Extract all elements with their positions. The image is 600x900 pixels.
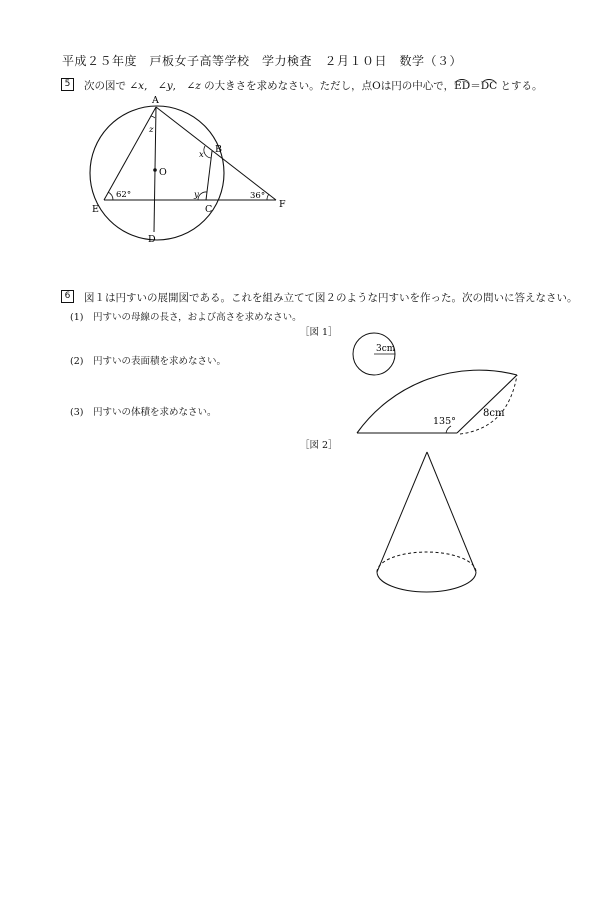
figure-1-label: ［図 1］ <box>300 327 338 338</box>
cone-left-side <box>377 452 427 572</box>
point-f-label: F <box>279 199 286 210</box>
angle-x-figure-label: x <box>199 150 204 160</box>
angle-y-figure-label: y <box>194 190 199 200</box>
question-6-intro: 図１は円すいの展開図である。これを組み立てて図２のような円すいを作った。次の問いに答えなさい。 <box>84 292 578 304</box>
question-6-sub-2: (2) 円すいの表面積を求めなさい。 <box>70 356 226 367</box>
figure-2-label: ［図 2］ <box>300 440 338 451</box>
slant-length-value: 8cm <box>483 408 505 419</box>
angle-x-label: ∠x <box>129 80 145 92</box>
sector-angle-value: 135° <box>433 416 456 427</box>
q5-text-part: とする。 <box>497 80 543 92</box>
cone-right-side <box>427 452 476 572</box>
angle-e-value: 62° <box>116 190 132 200</box>
arc-ed: ED <box>454 80 471 92</box>
point-o-label: O <box>159 167 167 178</box>
arc-dc: DC <box>480 80 498 92</box>
point-e-label: E <box>92 204 99 215</box>
q5-text-part: の大きさを求めなさい。ただし，点Oは円の中心で， <box>200 80 455 92</box>
q5-text-part: , <box>172 80 187 92</box>
angle-f-value: 36° <box>250 191 266 201</box>
angle-y-label: ∠y <box>157 80 173 92</box>
angle-z-figure-label: z <box>149 125 154 135</box>
question-6-sub-1: (1) 円すいの母線の長さ，および高さを求めなさい。 <box>70 312 302 323</box>
equals-sign: ＝ <box>470 80 481 92</box>
point-b-label: B <box>215 144 222 155</box>
question-number-6: 6 <box>61 290 74 303</box>
q5-text-part: 次の図で <box>84 80 130 92</box>
q5-text-part: , <box>144 80 158 92</box>
page-header: 平成２５年度 戸板女子高等学校 学力検査 ２月１０日 数学（３） <box>62 54 463 68</box>
point-a-label: A <box>152 95 159 106</box>
point-c-label: C <box>205 204 213 215</box>
angle-z-label: ∠z <box>186 80 201 92</box>
radius-value: 3cm <box>376 344 396 354</box>
cone-base-back <box>377 552 476 572</box>
question-6-sub-3: (3) 円すいの体積を求めなさい。 <box>70 407 217 418</box>
question-number-5: 5 <box>61 78 74 91</box>
cone-base-front <box>377 572 476 592</box>
point-d-label: D <box>148 234 156 245</box>
